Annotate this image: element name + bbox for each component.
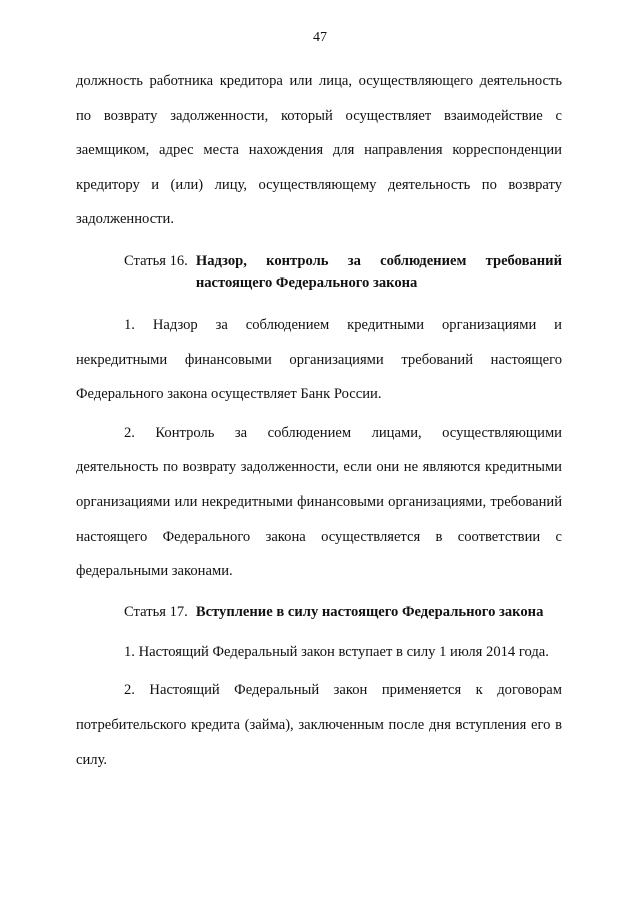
article-16-label: Статья 16. bbox=[124, 252, 188, 269]
article-16-item-2: 2. Контроль за соблюдением лицами, осуществляющими деятельность по возврату задолженности, если они не являются кредитными организациями или некредитными финансовыми организациями, требований настоящего Федерального закона осуществляется в соответствии с федеральными законами. bbox=[76, 424, 562, 580]
article-16-heading bbox=[76, 250, 562, 294]
document-body bbox=[76, 64, 562, 777]
page-number: 47 bbox=[313, 30, 327, 45]
article-17-item-1: 1. Настоящий Федеральный закон вступает в силу 1 июля 2014 года. bbox=[124, 643, 549, 660]
article-17-label: Статья 17. bbox=[124, 603, 188, 620]
article-17-heading bbox=[76, 599, 562, 625]
article-17-title: Вступление в силу настоящего Федерального закона bbox=[195, 603, 544, 620]
article-17-item-2: 2. Настоящий Федеральный закон применяется к договорам потребительского кредита (займа), заключенным после дня вступления его в силу. bbox=[76, 682, 562, 768]
article-16-item-1: 1. Надзор за соблюдением кредитными организациями и некредитными финансовыми организациями требований настоящего Федерального закона осуществляет Банк России. bbox=[76, 316, 562, 403]
continuation-paragraph: должность работника кредитора или лица, осуществляющего деятельность по возврату задолженности, который осуществляет взаимодействие с заемщиком, адрес места нахождения для направления корреспонденции кредитору и (или) лицу, осуществляющему деятельность по возврату задолженности. bbox=[76, 73, 562, 228]
article-16-title: Надзор, контроль за соблюдением требований настоящего Федерального закона bbox=[195, 252, 562, 291]
